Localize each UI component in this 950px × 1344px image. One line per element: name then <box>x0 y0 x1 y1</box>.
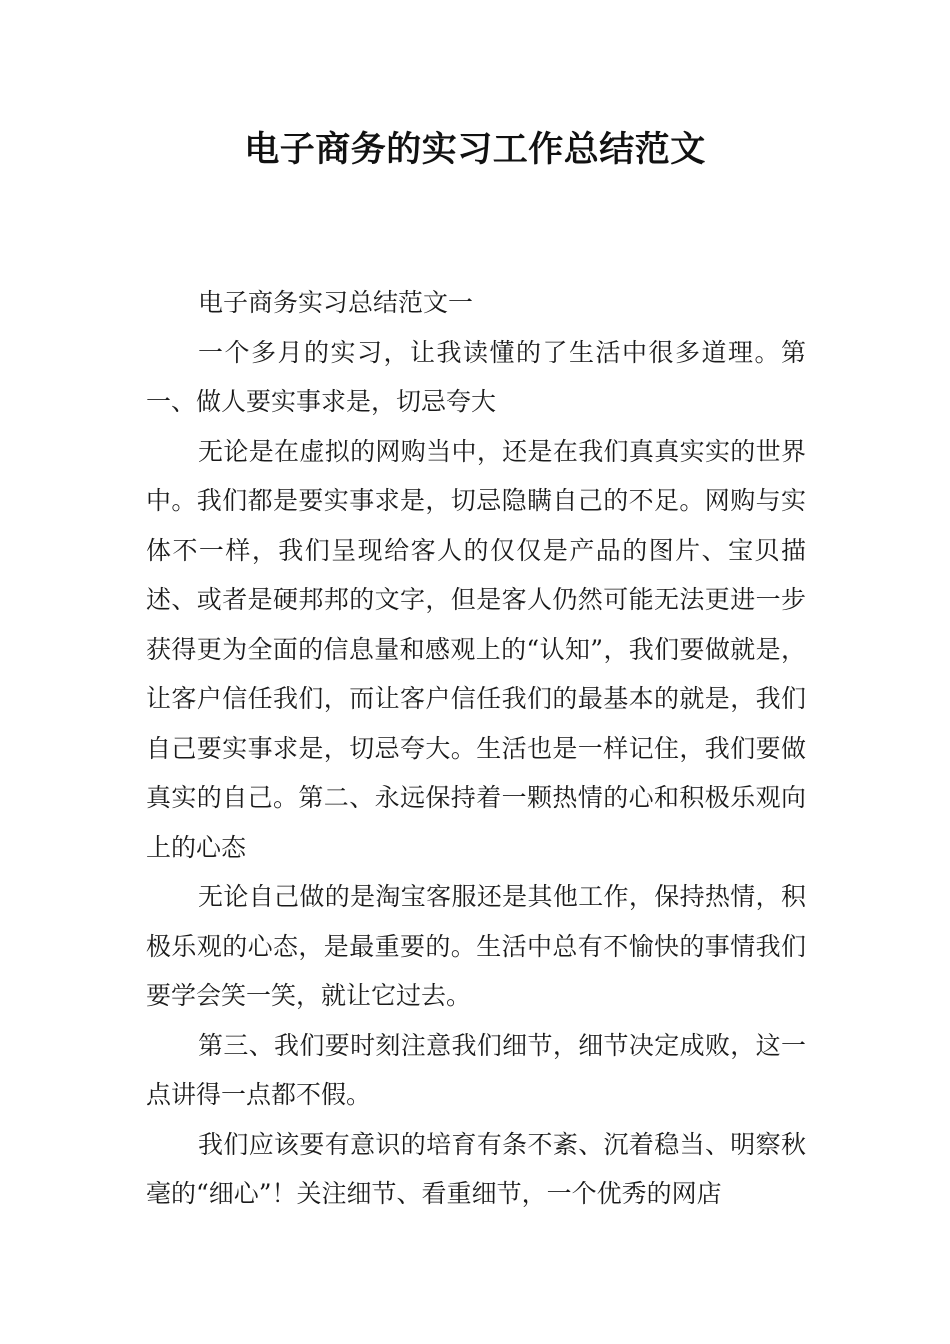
paragraph: 无论是在虚拟的网购当中，还是在我们真真实实的世界中。我们都是要实事求是，切忌隐瞒自己的不足。网购与实体不一样，我们呈现给客人的仅仅是产品的图片、宝贝描述、或者是硬邦邦的文字，但是客人仍然可能无法更进一步获得更为全面的信息量和感观上的“认知”，我们要做就是，让客户信任我们，而让客户信任我们的最基本的就是，我们自己要实事求是，切忌夸大。生活也是一样记住，我们要做真实的自己。第二、永远保持着一颗热情的心和积极乐观向上的心态 <box>146 436 806 862</box>
paragraph: 电子商务实习总结范文一 <box>198 288 474 317</box>
paragraph: 无论自己做的是淘宝客服还是其他工作，保持热情，积极乐观的心态，是最重要的。生活中总有不愉快的事情我们要学会笑一笑，就让它过去。 <box>146 882 806 1010</box>
paragraph: 第三、我们要时刻注意我们细节，细节决定成败，这一点讲得一点都不假。 <box>146 1030 806 1109</box>
paragraph: 一个多月的实习，让我读懂的了生活中很多道理。第一、做人要实事求是，切忌夸大 <box>146 337 806 416</box>
document-title: 电子商务的实习工作总结范文 <box>244 130 706 170</box>
document-body <box>146 278 806 1219</box>
paragraph: 我们应该要有意识的培育有条不紊、沉着稳当、明察秋毫的“细心”！关注细节、看重细节，一个优秀的网店 <box>146 1129 806 1208</box>
